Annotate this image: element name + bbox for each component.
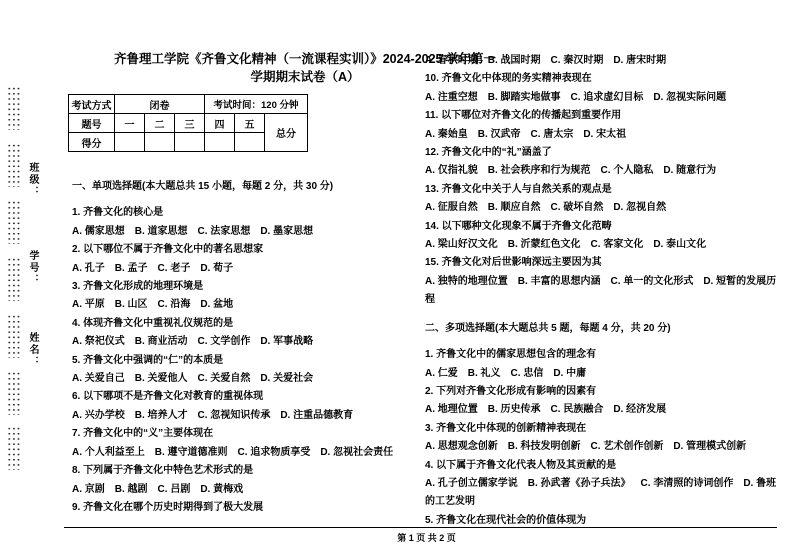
question-options: A. 孔子 B. 孟子 C. 老子 D. 荀子	[72, 262, 234, 274]
exam-info-table	[68, 94, 308, 152]
question-options: A. 个人利益至上 B. 遵守道德准则 C. 追求物质享受 D. 忽视社会责任	[72, 446, 394, 458]
section-title: 一、单项选择题(本大题总共 15 小题，每题 2 分，共 30 分)	[72, 181, 334, 192]
question-stem: 14. 以下哪种文化现象不属于齐鲁文化范畴	[425, 220, 612, 232]
section-col-2: 二	[145, 114, 175, 133]
question	[72, 462, 404, 499]
question	[72, 315, 404, 352]
question-options: A. 京剧 B. 越剧 C. 吕剧 D. 黄梅戏	[72, 483, 244, 495]
question-stem: 11. 以下哪位对齐鲁文化的传播起到重要作用	[425, 110, 622, 122]
page-number: 第 1 页 共 2 页	[397, 533, 456, 543]
question	[72, 278, 404, 315]
question	[425, 420, 785, 457]
question-stem: 2. 以下哪位不属于齐鲁文化中的著名思想家	[72, 244, 264, 256]
question-stem: 4. 以下属于齐鲁文化代表人物及其贡献的是	[425, 459, 617, 471]
question-options: A. 秦始皇 B. 汉武帝 C. 唐太宗 D. 宋太祖	[425, 128, 627, 140]
section-title: 二、多项选择题(本大题总共 5 题，每题 4 分，共 20 分)	[425, 322, 671, 334]
question-stem: 10. 齐鲁文化中体现的务实精神表现在	[425, 73, 592, 85]
binding-margin	[0, 0, 62, 549]
binding-dots	[7, 200, 21, 244]
score-label: 得分	[69, 133, 115, 152]
exam-mode-label: 考试方式	[69, 95, 115, 114]
question	[425, 383, 785, 420]
section-col-1: 一	[115, 114, 145, 133]
question-stem: 4. 体现齐鲁文化中重视礼仪规范的是	[72, 317, 234, 329]
question-stem: 1. 齐鲁文化的核心是	[72, 207, 164, 219]
question	[425, 144, 785, 181]
question	[425, 457, 785, 512]
question	[72, 204, 404, 241]
section-col-5: 五	[235, 114, 265, 133]
question-stem: 9. 齐鲁文化在哪个历史时期得到了极大发展	[72, 501, 264, 513]
class-label: 班级：	[27, 162, 38, 198]
score-cell	[205, 133, 235, 152]
question-options: A. 孔子创立儒家学说 B. 孙武著《孙子兵法》 C. 李清照的诗词创作 D. 鲁班的工艺发明	[425, 477, 777, 508]
exam-time: 考试时间：120 分钟	[205, 95, 308, 114]
question-stem: 8. 下列属于齐鲁文化中特色艺术形式的是	[72, 465, 254, 477]
question	[425, 70, 785, 107]
question	[72, 499, 404, 517]
binding-dots	[7, 371, 21, 415]
footer-rule	[64, 527, 777, 528]
question	[72, 388, 404, 425]
question	[425, 254, 785, 309]
question	[425, 218, 785, 255]
question-options: A. 仅指礼貌 B. 社会秩序和行为规范 C. 个人隐私 D. 随意行为	[425, 165, 717, 177]
question-stem: 2. 下列对齐鲁文化形成有影响的因素有	[425, 385, 597, 397]
total-score-label: 总分	[265, 114, 308, 152]
question-options: A. 仁爱 B. 礼义 C. 忠信 D. 中庸	[425, 367, 587, 379]
question	[425, 346, 785, 383]
question	[72, 352, 404, 389]
question-stem: 15. 齐鲁文化对后世影响深远主要因为其	[425, 257, 602, 269]
question-stem: 13. 齐鲁文化中关于人与自然关系的观点是	[425, 183, 612, 195]
question-options: A. 春秋时期 B. 战国时期 C. 秦汉时期 D. 唐宋时期	[425, 55, 667, 66]
question-options: A. 平原 B. 山区 C. 沿海 D. 盆地	[72, 299, 234, 311]
question-stem: 3. 齐鲁文化中体现的创新精神表现在	[425, 422, 587, 434]
exam-title-line2: 学期期末试卷（A）	[250, 70, 360, 84]
question-options: A. 征服自然 B. 顺应自然 C. 破坏自然 D. 忽视自然	[425, 202, 667, 214]
question	[425, 181, 785, 218]
binding-dots	[7, 86, 21, 130]
binding-dots	[7, 314, 21, 358]
question-number-label: 题号	[69, 114, 115, 133]
exam-title-line1: 齐鲁理工学院《齐鲁文化精神（一流课程实训）》2024-2025 学年第一	[113, 52, 496, 66]
question-stem: 1. 齐鲁文化中的儒家思想包含的理念有	[425, 349, 597, 361]
question-stem: 5. 齐鲁文化中强调的“仁”的本质是	[72, 354, 224, 366]
question-stem: 6. 以下哪项不是齐鲁文化对教育的重视体现	[72, 391, 264, 403]
section-col-4: 四	[205, 114, 235, 133]
question-options: A. 兴办学校 B. 培养人才 C. 忽视知识传承 D. 注重品德教育	[72, 409, 354, 421]
question	[425, 52, 785, 70]
question-options: A. 注重空想 B. 脚踏实地做事 C. 追求虚幻目标 D. 忽视实际问题	[425, 91, 727, 103]
question-options: A. 儒家思想 B. 道家思想 C. 法家思想 D. 墨家思想	[72, 225, 314, 237]
binding-dots	[7, 257, 21, 301]
question-column-right	[425, 52, 785, 530]
question-options: A. 思想观念创新 B. 科技发明创新 C. 艺术创作创新 D. 管理模式创新	[425, 441, 747, 453]
question-stem: 5. 齐鲁文化在现代社会的价值体现为	[425, 514, 587, 526]
binding-dots	[7, 143, 21, 187]
binding-dots	[7, 426, 21, 470]
question-column-left	[72, 178, 404, 517]
student-id-label: 学号：	[27, 250, 38, 286]
question-options: A. 关爱自己 B. 关爱他人 C. 关爱自然 D. 关爱社会	[72, 373, 314, 385]
name-label: 姓名：	[27, 332, 38, 368]
question	[425, 107, 785, 144]
question-stem: 12. 齐鲁文化中的“礼”涵盖了	[425, 147, 552, 159]
score-cell	[175, 133, 205, 152]
question	[72, 425, 404, 462]
question-stem: 3. 齐鲁文化形成的地理环境是	[72, 281, 204, 293]
question-options: A. 祭祀仪式 B. 商业活动 C. 文学创作 D. 军事战略	[72, 336, 314, 348]
question-stem: 7. 齐鲁文化中的“义”主要体现在	[72, 428, 214, 440]
section-col-3: 三	[175, 114, 205, 133]
question-options: A. 梁山好汉文化 B. 沂蒙红色文化 C. 客家文化 D. 泰山文化	[425, 239, 707, 251]
exam-mode-value: 闭卷	[115, 95, 205, 114]
score-cell	[115, 133, 145, 152]
question	[72, 241, 404, 278]
score-cell	[235, 133, 265, 152]
score-cell	[145, 133, 175, 152]
question-options: A. 地理位置 B. 历史传承 C. 民族融合 D. 经济发展	[425, 404, 667, 416]
question-options: A. 独特的地理位置 B. 丰富的思想内涵 C. 单一的文化形式 D. 短暂的发展历程	[425, 275, 777, 306]
